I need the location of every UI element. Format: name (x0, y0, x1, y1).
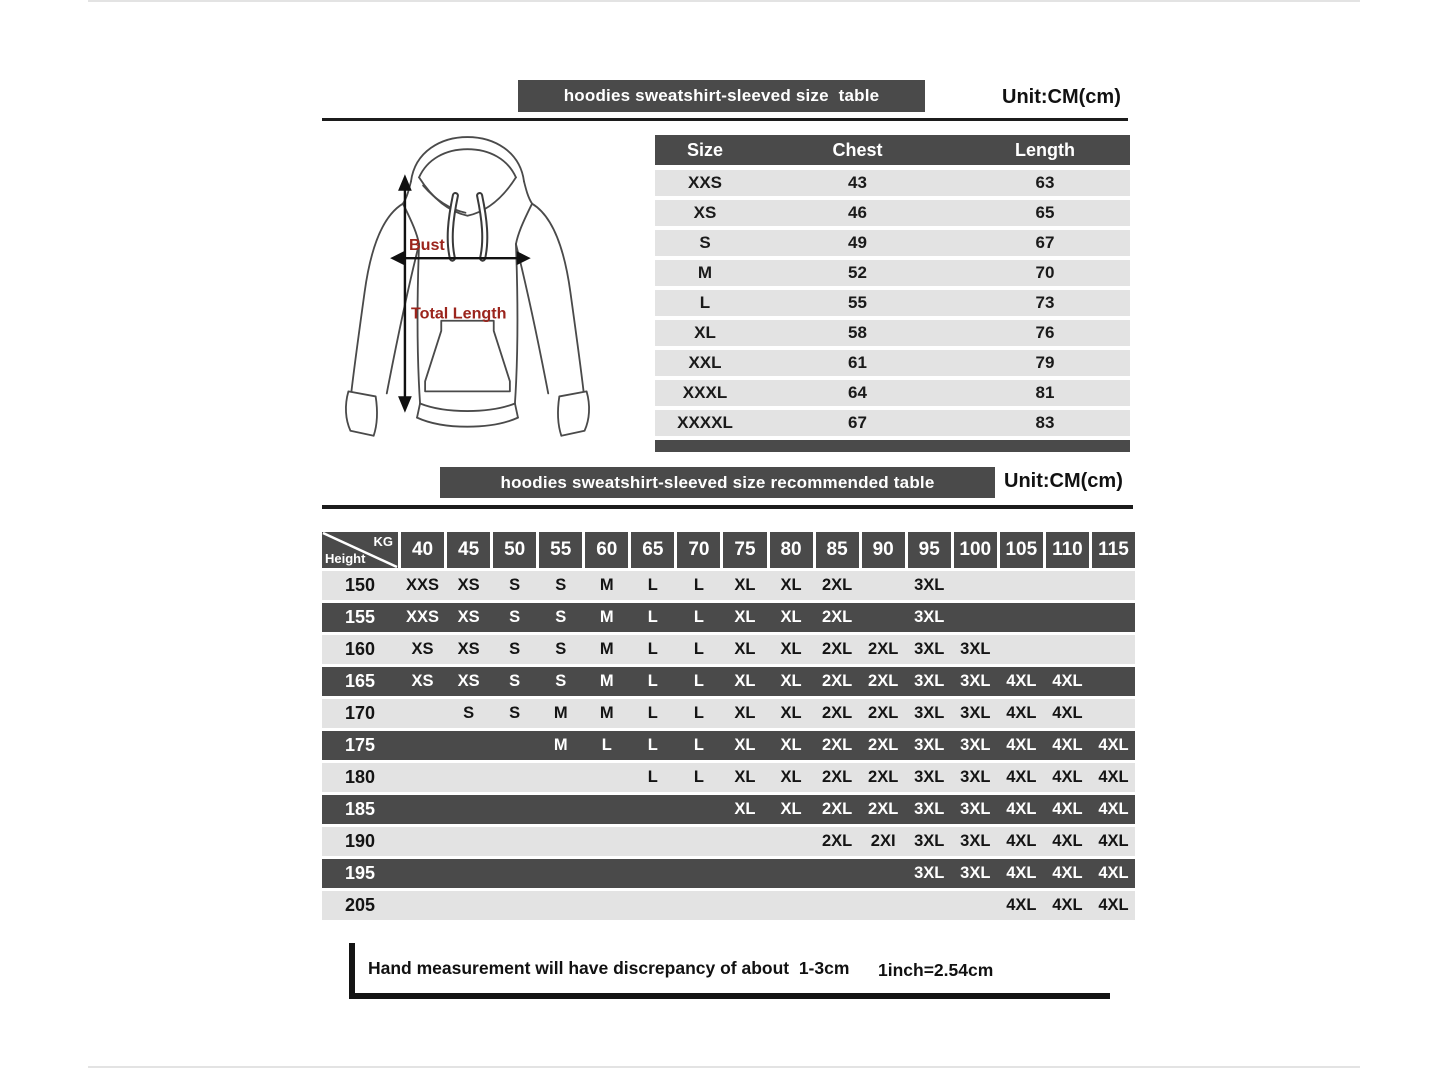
recommended-size-cell (539, 795, 582, 824)
size-table-row (655, 260, 1130, 286)
page-top-edge-line (88, 0, 1360, 2)
recommended-size-cell: L (693, 672, 704, 690)
recommended-size-cell: 3XL (914, 864, 945, 882)
weight-header-cell: 90 (862, 532, 905, 568)
recommended-size-cell (447, 891, 490, 920)
recommended-size-cell: 3XL (960, 768, 991, 786)
matrix-row (322, 763, 1135, 792)
total-length-arrow (400, 177, 410, 409)
recommended-size-cell: M (599, 576, 614, 594)
recommended-size-cell: S (509, 640, 521, 658)
weight-header-cell: 50 (493, 532, 536, 568)
recommended-size-cell (585, 891, 628, 920)
size-table-row (655, 380, 1130, 406)
page-bottom-edge-line (88, 1066, 1360, 1068)
recommended-size-cell: 3XL (914, 640, 945, 658)
matrix-row (322, 667, 1135, 696)
recommended-size-cell (447, 827, 490, 856)
length-cell: 81 (1035, 383, 1055, 402)
recommended-size-cell (1000, 635, 1043, 664)
recommended-size-cell: M (599, 672, 614, 690)
recommended-size-cell: XL (734, 736, 756, 754)
weight-header-cell: 105 (1000, 532, 1043, 568)
recommended-size-cell: 3XL (960, 832, 991, 850)
recommended-size-cell (677, 891, 720, 920)
recommended-size-cell (585, 827, 628, 856)
length-cell: 70 (1035, 263, 1055, 282)
recommended-size-cell: XL (734, 640, 756, 658)
recommended-size-cell: XS (457, 672, 480, 690)
hood-outline (411, 137, 524, 181)
recommended-size-cell: 3XL (914, 672, 945, 690)
recommended-size-cell: S (509, 576, 521, 594)
length-cell: 83 (1035, 413, 1055, 432)
recommended-size-cell: XL (734, 672, 756, 690)
recommended-size-cell: 3XL (914, 576, 945, 594)
recommended-size-cell: 4XL (1006, 800, 1037, 818)
recommended-size-cell: 4XL (1098, 864, 1129, 882)
chest-cell: 55 (848, 293, 867, 312)
size-table-row (655, 320, 1130, 346)
matrix-row (322, 571, 1135, 600)
recommended-size-cell (862, 859, 905, 888)
recommended-size-cell (1046, 571, 1089, 600)
recommended-size-cell: XS (411, 640, 434, 658)
recommended-size-cell: 2XL (868, 768, 899, 786)
recommended-size-cell: XXS (406, 576, 440, 594)
hood-opening (419, 149, 516, 177)
recommended-size-cell (954, 603, 997, 632)
recommended-size-cell (493, 795, 536, 824)
recommended-size-cell: M (553, 704, 568, 722)
recommended-size-cell (954, 571, 997, 600)
length-cell: 76 (1035, 323, 1055, 342)
length-cell: 63 (1035, 173, 1055, 192)
recommended-size-cell (677, 859, 720, 888)
size-cell: XS (693, 203, 717, 222)
recommended-size-cell: S (555, 608, 567, 626)
recommended-size-cell: 4XL (1098, 896, 1129, 914)
weight-header-cell: 110 (1046, 532, 1089, 568)
recommended-size-cell: 2XL (868, 672, 899, 690)
recommended-size-cell (1092, 667, 1135, 696)
recommended-size-cell: XS (457, 608, 480, 626)
recommended-size-cell: L (647, 576, 658, 594)
recommended-size-cell: 4XL (1052, 736, 1083, 754)
recommended-size-cell: 4XL (1098, 832, 1129, 850)
recommended-size-cell (401, 699, 444, 728)
recommended-size-cell: 4XL (1006, 704, 1037, 722)
recommended-size-cell: 2XL (821, 704, 853, 722)
recommended-size-cell: S (555, 672, 567, 690)
size-cell: L (699, 293, 711, 312)
recommended-size-cell (677, 795, 720, 824)
recommended-size-cell: 2XL (821, 608, 853, 626)
recommended-size-cell (401, 795, 444, 824)
recommended-size-cell: 3XL (960, 704, 991, 722)
recommended-size-cell: XL (780, 608, 802, 626)
recommended-size-cell: 2XL (868, 800, 899, 818)
recommended-size-cell: 2XL (821, 736, 853, 754)
recommended-size-cell: L (647, 768, 658, 786)
recommended-size-cell (631, 859, 674, 888)
recommended-size-cell (723, 891, 766, 920)
weight-header-cell: 40 (401, 532, 444, 568)
height-label: 195 (344, 863, 376, 883)
size-table (655, 135, 1130, 452)
size-table-row (655, 230, 1130, 256)
recommended-size-cell: S (463, 704, 475, 722)
recommended-size-cell: 2XL (821, 832, 853, 850)
chest-cell: 67 (848, 413, 867, 432)
recommended-size-cell: 2XL (821, 576, 853, 594)
matrix-row (322, 827, 1135, 856)
matrix-row (322, 795, 1135, 824)
recommended-table-title: hoodies sweatshirt-sleeved size recommended table (440, 467, 995, 498)
recommended-size-cell: XS (411, 672, 434, 690)
chest-cell: 61 (848, 353, 867, 372)
recommended-size-cell (954, 891, 997, 920)
bust-label: Bust (408, 236, 445, 255)
size-table-row (655, 170, 1130, 196)
length-cell: 67 (1035, 233, 1055, 252)
recommended-size-cell: 4XL (1052, 864, 1083, 882)
length-column-header: Length (1015, 139, 1075, 160)
recommended-size-cell: S (509, 672, 521, 690)
recommended-size-cell: S (509, 608, 521, 626)
recommended-size-cell (770, 859, 813, 888)
size-column-header: Size (686, 139, 724, 160)
recommended-size-cell: L (693, 768, 704, 786)
recommended-size-cell (1000, 571, 1043, 600)
recommended-size-cell: 2XL (821, 640, 853, 658)
recommended-size-cell (1000, 603, 1043, 632)
chest-cell: 52 (848, 263, 867, 282)
recommended-size-cell: 2XL (821, 800, 853, 818)
height-label: 180 (344, 767, 376, 787)
recommended-size-cell: L (647, 640, 658, 658)
recommended-size-cell (493, 891, 536, 920)
recommended-size-cell: L (647, 672, 658, 690)
recommended-size-cell: 2XL (821, 768, 853, 786)
recommended-size-cell: 4XL (1006, 864, 1037, 882)
recommended-size-cell: L (647, 736, 658, 754)
recommended-size-cell (1046, 635, 1089, 664)
recommended-size-cell: M (599, 704, 614, 722)
kg-axis-label: KG (373, 534, 393, 549)
recommended-size-cell: 2XL (868, 640, 899, 658)
matrix-row (322, 603, 1135, 632)
recommended-size-cell: 3XL (960, 640, 991, 658)
size-table-unit-label: Unit:CM(cm) (1002, 86, 1121, 108)
height-label: 160 (344, 639, 376, 659)
matrix-row (322, 699, 1135, 728)
recommended-size-cell (631, 891, 674, 920)
recommended-size-cell (585, 795, 628, 824)
weight-header-cell: 45 (447, 532, 490, 568)
height-label: 175 (344, 735, 376, 755)
recommended-size-cell (493, 827, 536, 856)
recommended-size-cell: 2XI (870, 832, 896, 850)
bust-arrow (393, 253, 528, 263)
size-table-row (655, 350, 1130, 376)
recommended-size-cell: XL (734, 704, 756, 722)
recommended-size-cell (447, 731, 490, 760)
recommended-size-cell: 4XL (1098, 768, 1129, 786)
size-table-bottom-bar (655, 440, 1130, 452)
matrix-row (322, 635, 1135, 664)
recommended-size-cell: 4XL (1052, 800, 1083, 818)
recommended-size-cell (447, 763, 490, 792)
recommended-size-cell (585, 763, 628, 792)
recommended-size-matrix (322, 532, 1135, 920)
recommended-size-cell: L (693, 608, 704, 626)
recommended-size-cell: L (693, 736, 704, 754)
size-cell: M (697, 263, 713, 282)
recommended-size-cell (585, 859, 628, 888)
weight-header-cell: 85 (816, 532, 859, 568)
recommended-size-cell: 4XL (1098, 800, 1129, 818)
recommended-size-cell (723, 859, 766, 888)
recommended-size-cell: XL (780, 736, 802, 754)
recommended-size-cell (401, 731, 444, 760)
recommended-size-cell: L (601, 736, 612, 754)
recommended-size-cell: 4XL (1052, 768, 1083, 786)
height-label: 155 (344, 607, 376, 627)
recommended-size-cell (401, 763, 444, 792)
total-length-label: Total Length (410, 304, 507, 323)
recommended-size-cell: 2XL (868, 736, 899, 754)
recommended-size-cell: M (599, 608, 614, 626)
recommended-size-cell: XS (457, 576, 480, 594)
recommended-size-cell: M (553, 736, 568, 754)
recommended-size-cell: 3XL (960, 800, 991, 818)
recommended-size-cell: 4XL (1006, 768, 1037, 786)
weight-header-cell: 60 (585, 532, 628, 568)
chest-cell: 58 (848, 323, 867, 342)
recommended-size-cell: 3XL (914, 608, 945, 626)
height-label: 170 (344, 703, 376, 723)
recommended-size-cell: 4XL (1006, 736, 1037, 754)
recommended-size-cell: L (693, 576, 704, 594)
recommended-size-cell (677, 827, 720, 856)
recommended-size-cell: L (693, 640, 704, 658)
recommended-size-cell: XL (780, 640, 802, 658)
recommended-size-cell (539, 859, 582, 888)
size-table-row (655, 410, 1130, 436)
matrix-row (322, 891, 1135, 920)
recommended-size-cell (862, 891, 905, 920)
recommended-size-cell: XL (780, 768, 802, 786)
recommended-size-cell (493, 731, 536, 760)
matrix-row (322, 859, 1135, 888)
recommended-size-cell: 4XL (1052, 832, 1083, 850)
body-outline (418, 244, 420, 403)
weight-header-cell: 65 (631, 532, 674, 568)
recommended-size-cell: 4XL (1006, 832, 1037, 850)
recommended-size-cell: 4XL (1052, 896, 1083, 914)
recommended-size-cell (401, 891, 444, 920)
recommended-size-cell (816, 859, 859, 888)
recommended-size-cell: XXS (406, 608, 440, 626)
matrix-row (322, 731, 1135, 760)
recommended-size-cell (447, 859, 490, 888)
weight-header-cell: 95 (908, 532, 951, 568)
size-table-header (655, 135, 1130, 165)
chest-cell: 49 (848, 233, 867, 252)
recommended-size-cell (539, 763, 582, 792)
recommended-size-cell (493, 859, 536, 888)
length-cell: 73 (1035, 293, 1055, 312)
size-cell: XXXXL (677, 413, 733, 432)
recommended-size-cell (862, 603, 905, 632)
chest-cell: 64 (848, 383, 867, 402)
recommended-size-cell (1092, 603, 1135, 632)
size-cell: XL (694, 323, 716, 342)
recommended-size-cell: 3XL (914, 800, 945, 818)
recommended-size-cell: 3XL (914, 704, 945, 722)
weight-header-cell: 100 (954, 532, 997, 568)
recommended-size-cell (862, 571, 905, 600)
size-cell: S (699, 233, 711, 252)
recommended-size-cell: M (599, 640, 614, 658)
recommended-size-cell (631, 795, 674, 824)
weight-header-cell: 55 (539, 532, 582, 568)
footer-underline (349, 993, 1110, 999)
recommended-size-cell: S (555, 640, 567, 658)
measurement-discrepancy-note: Hand measurement will have discrepancy of about 1-3cm (368, 958, 850, 978)
recommended-size-cell: 4XL (1006, 896, 1037, 914)
recommended-size-cell (401, 859, 444, 888)
height-label: 165 (344, 671, 376, 691)
recommended-size-cell: 4XL (1006, 672, 1037, 690)
recommended-size-cell (539, 891, 582, 920)
footer-left-bar (349, 943, 355, 999)
length-cell: 65 (1035, 203, 1055, 222)
weight-header-cell: 115 (1092, 532, 1135, 568)
recommended-table-unit-label: Unit:CM(cm) (1004, 470, 1123, 492)
recommended-size-cell: L (693, 704, 704, 722)
recommended-size-cell: XL (780, 672, 802, 690)
height-label: 185 (344, 799, 376, 819)
chest-cell: 43 (848, 173, 867, 192)
recommended-size-cell: 2XL (821, 672, 853, 690)
size-table-title: hoodies sweatshirt-sleeved size table (518, 80, 925, 112)
kangaroo-pocket (425, 321, 510, 392)
recommended-size-cell: XL (734, 576, 756, 594)
recommended-size-cell: 3XL (960, 672, 991, 690)
size-table-row (655, 290, 1130, 316)
recommended-size-cell (493, 763, 536, 792)
recommended-size-cell (1092, 699, 1135, 728)
recommended-size-cell (631, 827, 674, 856)
recommended-size-cell: S (509, 704, 521, 722)
size-cell: XXL (688, 353, 722, 372)
size-table-row (655, 200, 1130, 226)
recommended-size-cell (1092, 571, 1135, 600)
recommended-size-cell (447, 795, 490, 824)
recommended-size-cell (908, 891, 951, 920)
recommended-size-cell (770, 891, 813, 920)
recommended-size-cell (539, 827, 582, 856)
recommended-size-cell: S (555, 576, 567, 594)
height-label: 205 (344, 895, 376, 915)
weight-header-cell: 70 (677, 532, 720, 568)
recommended-size-cell: XL (780, 800, 802, 818)
recommended-size-cell (723, 827, 766, 856)
kg-height-corner-cell (322, 532, 398, 568)
recommended-size-cell: 3XL (914, 832, 945, 850)
recommended-size-cell (816, 891, 859, 920)
left-sleeve (351, 204, 402, 392)
recommended-size-cell: 3XL (914, 768, 945, 786)
recommended-size-cell: 2XL (868, 704, 899, 722)
recommended-size-cell: 4XL (1098, 736, 1129, 754)
recommended-size-cell: XL (734, 768, 756, 786)
divider-line (322, 118, 1128, 121)
recommended-size-cell: L (647, 608, 658, 626)
recommended-size-cell: 3XL (960, 736, 991, 754)
inch-cm-conversion: 1inch=2.54cm (878, 960, 994, 980)
recommended-size-cell (401, 827, 444, 856)
size-cell: XXXL (682, 383, 728, 402)
recommended-size-cell: XL (780, 576, 802, 594)
recommended-size-cell: 3XL (914, 736, 945, 754)
chest-cell: 46 (848, 203, 867, 222)
recommended-size-cell: 4XL (1052, 672, 1083, 690)
recommended-size-cell: L (647, 704, 658, 722)
chest-column-header: Chest (832, 139, 883, 160)
recommended-size-cell: XS (457, 640, 480, 658)
height-axis-label: Height (325, 551, 366, 566)
recommended-size-cell (1046, 603, 1089, 632)
weight-header-cell: 80 (770, 532, 813, 568)
recommended-size-cell: 4XL (1052, 704, 1083, 722)
recommended-size-cell (770, 827, 813, 856)
recommended-size-cell: XL (734, 800, 756, 818)
recommended-size-cell (1092, 635, 1135, 664)
recommended-size-cell: XL (734, 608, 756, 626)
size-cell: XXS (687, 173, 723, 192)
height-label: 150 (344, 575, 376, 595)
recommended-size-cell: XL (780, 704, 802, 722)
recommended-size-cell: 3XL (960, 864, 991, 882)
length-cell: 79 (1035, 353, 1055, 372)
right-sleeve (532, 204, 583, 392)
matrix-header-row (322, 532, 1135, 568)
hoodie-measurement-diagram (323, 131, 613, 459)
weight-header-cell: 75 (723, 532, 766, 568)
height-label: 190 (344, 831, 376, 851)
divider-line (322, 505, 1133, 509)
